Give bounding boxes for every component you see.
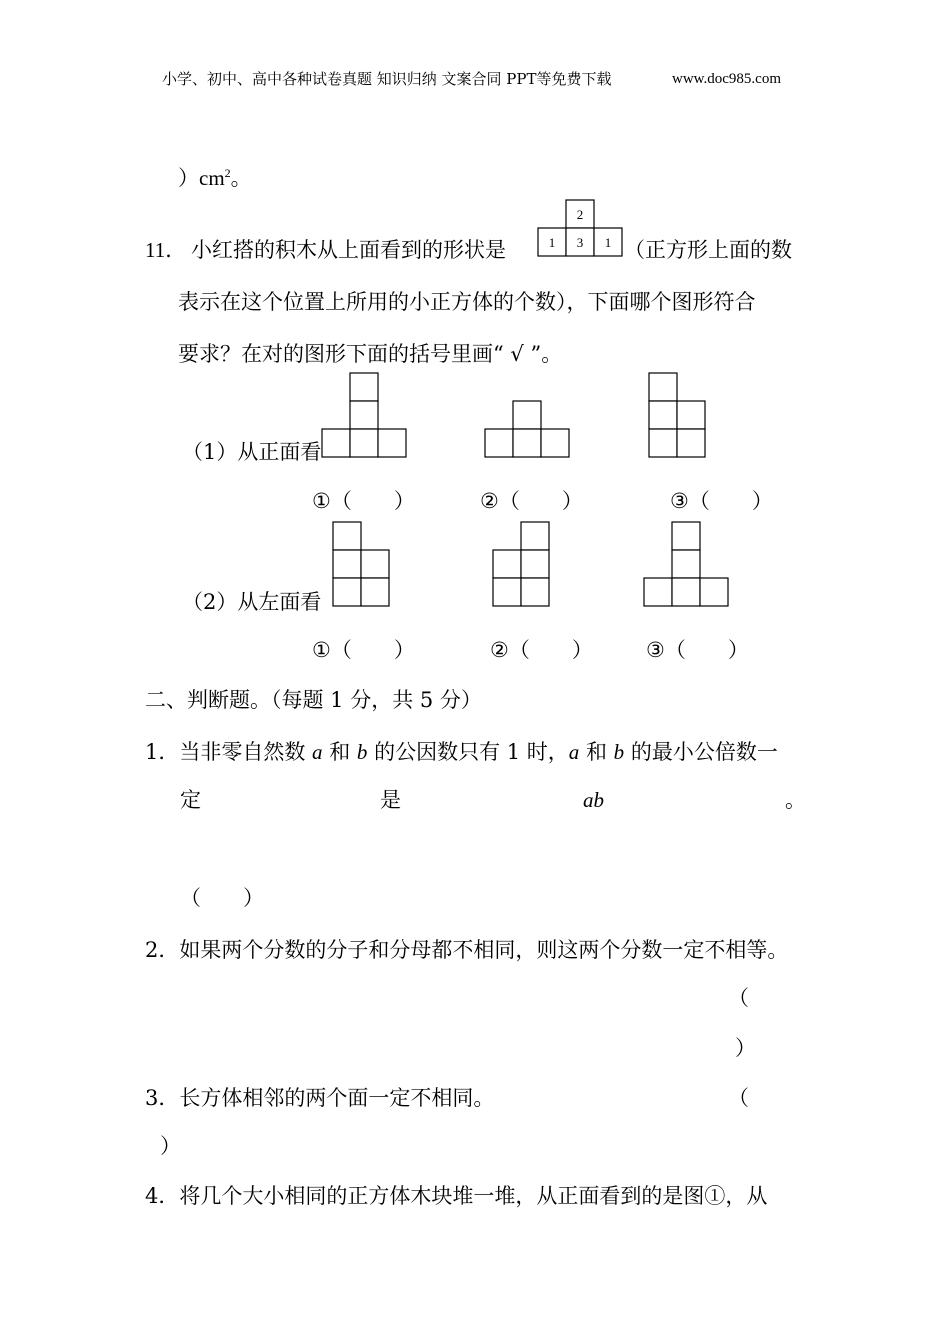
s2-q3-paren-open[interactable]: （ (728, 1086, 749, 1110)
part1-option-2[interactable]: ②（ ） (480, 489, 583, 513)
front-option-1-figure (322, 373, 406, 457)
q11-text-before: 小红搭的积木从上面看到的形状是 (191, 238, 506, 262)
s2-q1-word-ding: 定 (180, 788, 201, 812)
s2-q2-paren-close[interactable]: ） (735, 1036, 756, 1060)
s2-q4-text: 4．将几个大小相同的正方体木块堆一堆，从正面看到的是图①，从 (145, 1184, 768, 1208)
s2-q1-answer-paren[interactable]: （ ） (180, 886, 264, 910)
top-view-figure (538, 200, 622, 260)
q11-line2: 表示在这个位置上所用的小正方体的个数），下面哪个图形符合 (178, 290, 756, 314)
s2-q1-word-end: 。 (785, 788, 806, 812)
part2-option-2[interactable]: ②（ ） (490, 638, 593, 662)
s2-q2-paren-open[interactable]: （ (728, 986, 749, 1010)
s2-q1-line1: 1．当非零自然数 a 和 b 的公因数只有 1 时，a 和 b 的最小公倍数一 (145, 740, 778, 764)
top-view-cell-2: 3 (576, 235, 584, 250)
s2-q2-text: 2．如果两个分数的分子和分母都不相同，则这两个分数一定不相等。 (145, 938, 789, 962)
s2-q1-word-shi: 是 (380, 788, 401, 812)
left-option-2-figure (493, 522, 549, 606)
q11-number: 11． (145, 238, 187, 262)
part2-option-3[interactable]: ③（ ） (646, 638, 749, 662)
part2-label: （2）从左面看 (182, 590, 322, 614)
top-view-cell-top: 2 (576, 207, 584, 222)
front-option-3-figure (649, 373, 705, 457)
continuation-line: ）$cm^2$。 (178, 166, 252, 190)
left-option-1-figure (333, 522, 389, 606)
part2-option-1[interactable]: ①（ ） (312, 638, 415, 662)
top-view-cell-1: 1 (548, 235, 556, 250)
q11-text-after: （正方形上面的数 (624, 238, 792, 262)
part1-label: （1）从正面看 (182, 440, 322, 464)
s2-q3-text: 3．长方体相邻的两个面一定不相同。 (145, 1086, 495, 1110)
part1-option-3[interactable]: ③（ ） (670, 489, 773, 513)
part1-option-1[interactable]: ①（ ） (312, 489, 415, 513)
left-option-3-figure (644, 522, 728, 606)
section2-title: 二、判断题。（每题 1 分，共 5 分） (145, 688, 482, 712)
s2-q3-paren-close[interactable]: ） (160, 1134, 181, 1158)
top-view-cell-3: 1 (604, 235, 612, 250)
s2-q1-word-ab: ab (583, 788, 604, 812)
header-url: www.doc985.com (672, 71, 782, 87)
q11-line3: 要求？在对的图形下面的括号里画“ √ ”。 (178, 342, 563, 366)
front-option-2-figure (485, 401, 569, 457)
header-text: 小学、初中、高中各种试卷真题 知识归纳 文案合同 PPT等免费下载 (162, 70, 612, 88)
